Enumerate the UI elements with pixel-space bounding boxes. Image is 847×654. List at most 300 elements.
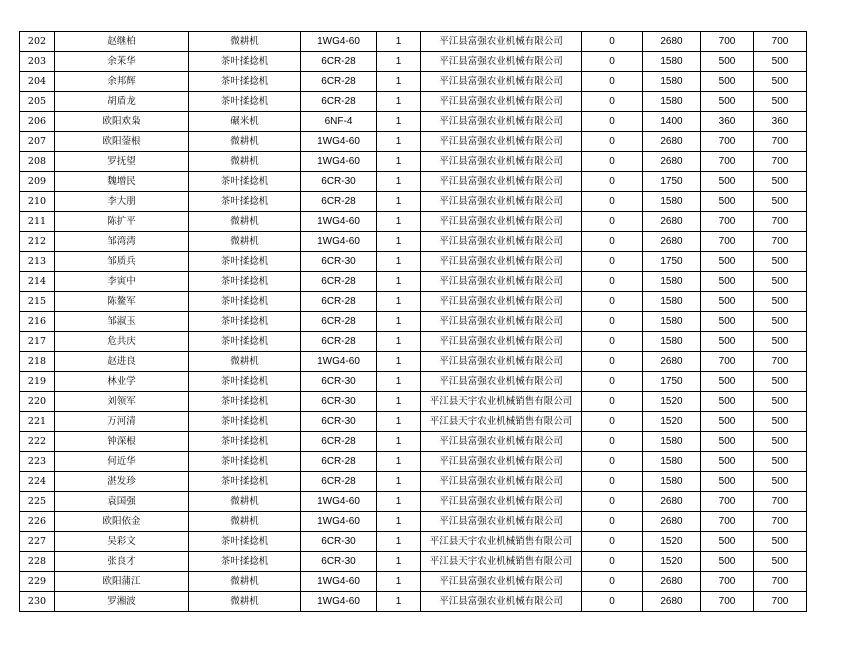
zero-value-cell: 0 — [582, 152, 643, 172]
row-number-cell: 215 — [20, 292, 55, 312]
sale-price-cell: 2680 — [643, 572, 701, 592]
quantity-cell: 1 — [377, 272, 421, 292]
quantity-cell: 1 — [377, 412, 421, 432]
dealer-name-cell: 平江县富强农业机械有限公司 — [421, 152, 582, 172]
subsidy-total-cell: 700 — [754, 592, 807, 612]
machine-model-cell: 6CR-28 — [301, 452, 377, 472]
farmer-name-cell: 吴彩文 — [55, 532, 189, 552]
zero-value-cell: 0 — [582, 492, 643, 512]
table-row — [20, 232, 807, 252]
farmer-name-cell: 李大朋 — [55, 192, 189, 212]
farmer-name-cell: 欧阳蒲江 — [55, 572, 189, 592]
sale-price-cell: 2680 — [643, 32, 701, 52]
row-number-cell: 207 — [20, 132, 55, 152]
dealer-name-cell: 平江县富强农业机械有限公司 — [421, 112, 582, 132]
subsidy-amount-cell: 500 — [701, 272, 754, 292]
quantity-cell: 1 — [377, 212, 421, 232]
subsidy-amount-cell: 500 — [701, 552, 754, 572]
machine-type-cell: 茶叶揉捻机 — [189, 432, 301, 452]
dealer-name-cell: 平江县天宇农业机械销售有限公司 — [421, 392, 582, 412]
table-row — [20, 372, 807, 392]
quantity-cell: 1 — [377, 292, 421, 312]
sale-price-cell: 1520 — [643, 412, 701, 432]
sale-price-cell: 2680 — [643, 232, 701, 252]
dealer-name-cell: 平江县富强农业机械有限公司 — [421, 212, 582, 232]
farmer-name-cell: 万河清 — [55, 412, 189, 432]
dealer-name-cell: 平江县富强农业机械有限公司 — [421, 92, 582, 112]
machine-type-cell: 茶叶揉捻机 — [189, 332, 301, 352]
sale-price-cell: 2680 — [643, 152, 701, 172]
farmer-name-cell: 湛发珍 — [55, 472, 189, 492]
sale-price-cell: 1580 — [643, 272, 701, 292]
dealer-name-cell: 平江县富强农业机械有限公司 — [421, 232, 582, 252]
sale-price-cell: 2680 — [643, 592, 701, 612]
zero-value-cell: 0 — [582, 72, 643, 92]
zero-value-cell: 0 — [582, 512, 643, 532]
subsidy-amount-cell: 500 — [701, 292, 754, 312]
farmer-name-cell: 钟深根 — [55, 432, 189, 452]
zero-value-cell: 0 — [582, 232, 643, 252]
farmer-name-cell: 邹湾湾 — [55, 232, 189, 252]
machine-model-cell: 6CR-30 — [301, 532, 377, 552]
subsidy-amount-cell: 500 — [701, 252, 754, 272]
subsidy-total-cell: 500 — [754, 272, 807, 292]
machine-type-cell: 微耕机 — [189, 132, 301, 152]
row-number-cell: 202 — [20, 32, 55, 52]
machine-type-cell: 茶叶揉捻机 — [189, 552, 301, 572]
farmer-name-cell: 危共庆 — [55, 332, 189, 352]
table-row — [20, 492, 807, 512]
dealer-name-cell: 平江县富强农业机械有限公司 — [421, 72, 582, 92]
dealer-name-cell: 平江县富强农业机械有限公司 — [421, 132, 582, 152]
subsidy-total-cell: 500 — [754, 472, 807, 492]
subsidy-total-cell: 500 — [754, 192, 807, 212]
zero-value-cell: 0 — [582, 92, 643, 112]
row-number-cell: 229 — [20, 572, 55, 592]
zero-value-cell: 0 — [582, 112, 643, 132]
machine-type-cell: 茶叶揉捻机 — [189, 372, 301, 392]
quantity-cell: 1 — [377, 372, 421, 392]
table-row — [20, 532, 807, 552]
machine-model-cell: 6CR-28 — [301, 432, 377, 452]
dealer-name-cell: 平江县富强农业机械有限公司 — [421, 312, 582, 332]
quantity-cell: 1 — [377, 172, 421, 192]
machine-type-cell: 茶叶揉捻机 — [189, 52, 301, 72]
sale-price-cell: 1580 — [643, 92, 701, 112]
zero-value-cell: 0 — [582, 412, 643, 432]
machine-model-cell: 1WG4-60 — [301, 232, 377, 252]
machine-type-cell: 微耕机 — [189, 212, 301, 232]
table-row — [20, 452, 807, 472]
machine-model-cell: 6CR-28 — [301, 312, 377, 332]
quantity-cell: 1 — [377, 572, 421, 592]
subsidy-amount-cell: 500 — [701, 332, 754, 352]
farmer-name-cell: 陈扩平 — [55, 212, 189, 232]
subsidy-total-cell: 500 — [754, 552, 807, 572]
zero-value-cell: 0 — [582, 452, 643, 472]
table-row — [20, 272, 807, 292]
row-number-cell: 224 — [20, 472, 55, 492]
dealer-name-cell: 平江县天宇农业机械销售有限公司 — [421, 412, 582, 432]
subsidy-amount-cell: 500 — [701, 192, 754, 212]
subsidy-total-cell: 360 — [754, 112, 807, 132]
machine-model-cell: 1WG4-60 — [301, 512, 377, 532]
subsidy-total-cell: 700 — [754, 512, 807, 532]
table-row — [20, 72, 807, 92]
row-number-cell: 203 — [20, 52, 55, 72]
zero-value-cell: 0 — [582, 252, 643, 272]
subsidy-amount-cell: 500 — [701, 312, 754, 332]
subsidy-amount-cell: 700 — [701, 492, 754, 512]
farmer-name-cell: 袁国强 — [55, 492, 189, 512]
row-number-cell: 204 — [20, 72, 55, 92]
farmer-name-cell: 赵继柏 — [55, 32, 189, 52]
subsidy-amount-cell: 500 — [701, 432, 754, 452]
subsidy-total-cell: 700 — [754, 572, 807, 592]
dealer-name-cell: 平江县富强农业机械有限公司 — [421, 372, 582, 392]
dealer-name-cell: 平江县富强农业机械有限公司 — [421, 572, 582, 592]
dealer-name-cell: 平江县富强农业机械有限公司 — [421, 32, 582, 52]
table-row — [20, 172, 807, 192]
row-number-cell: 205 — [20, 92, 55, 112]
dealer-name-cell: 平江县富强农业机械有限公司 — [421, 492, 582, 512]
zero-value-cell: 0 — [582, 332, 643, 352]
row-number-cell: 222 — [20, 432, 55, 452]
subsidy-total-cell: 500 — [754, 432, 807, 452]
subsidy-total-cell: 500 — [754, 452, 807, 472]
table-row — [20, 592, 807, 612]
farmer-name-cell: 林业学 — [55, 372, 189, 392]
quantity-cell: 1 — [377, 512, 421, 532]
table-row — [20, 192, 807, 212]
machine-model-cell: 6CR-28 — [301, 292, 377, 312]
sale-price-cell: 1580 — [643, 452, 701, 472]
subsidy-total-cell: 700 — [754, 232, 807, 252]
table-row — [20, 152, 807, 172]
machine-type-cell: 微耕机 — [189, 352, 301, 372]
zero-value-cell: 0 — [582, 392, 643, 412]
machine-model-cell: 6CR-28 — [301, 332, 377, 352]
machine-type-cell: 微耕机 — [189, 232, 301, 252]
subsidy-amount-cell: 500 — [701, 372, 754, 392]
table-row — [20, 312, 807, 332]
zero-value-cell: 0 — [582, 272, 643, 292]
table-row — [20, 112, 807, 132]
machine-model-cell: 1WG4-60 — [301, 492, 377, 512]
machine-model-cell: 1WG4-60 — [301, 152, 377, 172]
machine-type-cell: 茶叶揉捻机 — [189, 472, 301, 492]
sale-price-cell: 1580 — [643, 432, 701, 452]
farmer-name-cell: 罗抚望 — [55, 152, 189, 172]
machine-model-cell: 6CR-30 — [301, 372, 377, 392]
machine-model-cell: 1WG4-60 — [301, 592, 377, 612]
machine-model-cell: 1WG4-60 — [301, 572, 377, 592]
farmer-name-cell: 余茉华 — [55, 52, 189, 72]
subsidy-total-cell: 700 — [754, 352, 807, 372]
machine-model-cell: 1WG4-60 — [301, 32, 377, 52]
subsidy-amount-cell: 500 — [701, 412, 754, 432]
farmer-name-cell: 魏增民 — [55, 172, 189, 192]
dealer-name-cell: 平江县富强农业机械有限公司 — [421, 352, 582, 372]
row-number-cell: 227 — [20, 532, 55, 552]
table-row — [20, 252, 807, 272]
dealer-name-cell: 平江县天宇农业机械销售有限公司 — [421, 552, 582, 572]
zero-value-cell: 0 — [582, 552, 643, 572]
row-number-cell: 216 — [20, 312, 55, 332]
subsidy-amount-cell: 500 — [701, 392, 754, 412]
sale-price-cell: 2680 — [643, 352, 701, 372]
subsidy-table — [19, 31, 807, 612]
sale-price-cell: 1580 — [643, 192, 701, 212]
subsidy-amount-cell: 700 — [701, 132, 754, 152]
quantity-cell: 1 — [377, 532, 421, 552]
subsidy-amount-cell: 500 — [701, 52, 754, 72]
subsidy-amount-cell: 500 — [701, 452, 754, 472]
farmer-name-cell: 张良才 — [55, 552, 189, 572]
table-row — [20, 52, 807, 72]
quantity-cell: 1 — [377, 32, 421, 52]
sale-price-cell: 1580 — [643, 472, 701, 492]
quantity-cell: 1 — [377, 552, 421, 572]
quantity-cell: 1 — [377, 312, 421, 332]
table-row — [20, 472, 807, 492]
quantity-cell: 1 — [377, 92, 421, 112]
machine-model-cell: 6CR-30 — [301, 172, 377, 192]
sale-price-cell: 1750 — [643, 372, 701, 392]
quantity-cell: 1 — [377, 332, 421, 352]
table-row — [20, 572, 807, 592]
zero-value-cell: 0 — [582, 352, 643, 372]
farmer-name-cell: 刘领军 — [55, 392, 189, 412]
farmer-name-cell: 罗湘波 — [55, 592, 189, 612]
table-row — [20, 352, 807, 372]
quantity-cell: 1 — [377, 472, 421, 492]
sale-price-cell: 2680 — [643, 512, 701, 532]
sale-price-cell: 1520 — [643, 532, 701, 552]
subsidy-total-cell: 500 — [754, 292, 807, 312]
machine-model-cell: 1WG4-60 — [301, 352, 377, 372]
row-number-cell: 230 — [20, 592, 55, 612]
quantity-cell: 1 — [377, 52, 421, 72]
machine-type-cell: 微耕机 — [189, 152, 301, 172]
sale-price-cell: 1580 — [643, 332, 701, 352]
subsidy-total-cell: 700 — [754, 152, 807, 172]
zero-value-cell: 0 — [582, 132, 643, 152]
dealer-name-cell: 平江县富强农业机械有限公司 — [421, 452, 582, 472]
sale-price-cell: 2680 — [643, 212, 701, 232]
zero-value-cell: 0 — [582, 312, 643, 332]
farmer-name-cell: 欧阳欢枭 — [55, 112, 189, 132]
subsidy-total-cell: 500 — [754, 172, 807, 192]
table-row — [20, 432, 807, 452]
machine-model-cell: 6CR-28 — [301, 92, 377, 112]
machine-type-cell: 茶叶揉捻机 — [189, 72, 301, 92]
quantity-cell: 1 — [377, 152, 421, 172]
machine-model-cell: 6CR-30 — [301, 252, 377, 272]
subsidy-amount-cell: 700 — [701, 592, 754, 612]
zero-value-cell: 0 — [582, 532, 643, 552]
machine-type-cell: 茶叶揉捻机 — [189, 172, 301, 192]
table-row — [20, 412, 807, 432]
sale-price-cell: 1580 — [643, 72, 701, 92]
row-number-cell: 218 — [20, 352, 55, 372]
subsidy-amount-cell: 700 — [701, 512, 754, 532]
table-row — [20, 552, 807, 572]
row-number-cell: 228 — [20, 552, 55, 572]
machine-type-cell: 茶叶揉捻机 — [189, 292, 301, 312]
machine-type-cell: 茶叶揉捻机 — [189, 272, 301, 292]
row-number-cell: 219 — [20, 372, 55, 392]
subsidy-amount-cell: 700 — [701, 572, 754, 592]
subsidy-total-cell: 500 — [754, 372, 807, 392]
subsidy-total-cell: 500 — [754, 92, 807, 112]
machine-model-cell: 6CR-30 — [301, 552, 377, 572]
zero-value-cell: 0 — [582, 432, 643, 452]
quantity-cell: 1 — [377, 192, 421, 212]
farmer-name-cell: 邹淑玉 — [55, 312, 189, 332]
machine-type-cell: 微耕机 — [189, 592, 301, 612]
farmer-name-cell: 李寅中 — [55, 272, 189, 292]
machine-type-cell: 微耕机 — [189, 572, 301, 592]
row-number-cell: 211 — [20, 212, 55, 232]
sale-price-cell: 1520 — [643, 552, 701, 572]
dealer-name-cell: 平江县富强农业机械有限公司 — [421, 592, 582, 612]
subsidy-total-cell: 500 — [754, 252, 807, 272]
machine-type-cell: 茶叶揉捻机 — [189, 532, 301, 552]
sale-price-cell: 1580 — [643, 52, 701, 72]
dealer-name-cell: 平江县富强农业机械有限公司 — [421, 272, 582, 292]
dealer-name-cell: 平江县富强农业机械有限公司 — [421, 472, 582, 492]
zero-value-cell: 0 — [582, 52, 643, 72]
row-number-cell: 214 — [20, 272, 55, 292]
subsidy-amount-cell: 700 — [701, 352, 754, 372]
row-number-cell: 225 — [20, 492, 55, 512]
zero-value-cell: 0 — [582, 372, 643, 392]
machine-type-cell: 微耕机 — [189, 512, 301, 532]
machine-model-cell: 6CR-28 — [301, 272, 377, 292]
zero-value-cell: 0 — [582, 292, 643, 312]
table-row — [20, 392, 807, 412]
table-row — [20, 332, 807, 352]
farmer-name-cell: 欧阳依金 — [55, 512, 189, 532]
subsidy-total-cell: 700 — [754, 132, 807, 152]
subsidy-total-cell: 500 — [754, 392, 807, 412]
subsidy-total-cell: 500 — [754, 412, 807, 432]
farmer-name-cell: 胡盾龙 — [55, 92, 189, 112]
sale-price-cell: 1520 — [643, 392, 701, 412]
machine-model-cell: 6CR-28 — [301, 192, 377, 212]
row-number-cell: 209 — [20, 172, 55, 192]
machine-model-cell: 6CR-28 — [301, 472, 377, 492]
quantity-cell: 1 — [377, 492, 421, 512]
row-number-cell: 223 — [20, 452, 55, 472]
zero-value-cell: 0 — [582, 212, 643, 232]
subsidy-amount-cell: 500 — [701, 472, 754, 492]
subsidy-total-cell: 500 — [754, 72, 807, 92]
dealer-name-cell: 平江县富强农业机械有限公司 — [421, 292, 582, 312]
table-row — [20, 512, 807, 532]
farmer-name-cell: 邹质兵 — [55, 252, 189, 272]
subsidy-total-cell: 500 — [754, 312, 807, 332]
farmer-name-cell: 欧阳蓥根 — [55, 132, 189, 152]
row-number-cell: 213 — [20, 252, 55, 272]
row-number-cell: 208 — [20, 152, 55, 172]
subsidy-amount-cell: 700 — [701, 232, 754, 252]
dealer-name-cell: 平江县富强农业机械有限公司 — [421, 512, 582, 532]
row-number-cell: 206 — [20, 112, 55, 132]
table-body — [20, 32, 807, 612]
machine-type-cell: 茶叶揉捻机 — [189, 312, 301, 332]
row-number-cell: 220 — [20, 392, 55, 412]
machine-type-cell: 微耕机 — [189, 492, 301, 512]
machine-type-cell: 茶叶揉捻机 — [189, 452, 301, 472]
row-number-cell: 226 — [20, 512, 55, 532]
table-row — [20, 92, 807, 112]
dealer-name-cell: 平江县富强农业机械有限公司 — [421, 192, 582, 212]
machine-model-cell: 6CR-28 — [301, 72, 377, 92]
subsidy-amount-cell: 700 — [701, 32, 754, 52]
sale-price-cell: 2680 — [643, 492, 701, 512]
zero-value-cell: 0 — [582, 592, 643, 612]
subsidy-total-cell: 500 — [754, 332, 807, 352]
machine-model-cell: 6CR-30 — [301, 392, 377, 412]
dealer-name-cell: 平江县富强农业机械有限公司 — [421, 332, 582, 352]
machine-type-cell: 茶叶揉捻机 — [189, 252, 301, 272]
subsidy-amount-cell: 700 — [701, 152, 754, 172]
machine-type-cell: 茶叶揉捻机 — [189, 412, 301, 432]
farmer-name-cell: 何近华 — [55, 452, 189, 472]
subsidy-total-cell: 500 — [754, 52, 807, 72]
zero-value-cell: 0 — [582, 572, 643, 592]
row-number-cell: 221 — [20, 412, 55, 432]
row-number-cell: 210 — [20, 192, 55, 212]
sale-price-cell: 1750 — [643, 252, 701, 272]
machine-model-cell: 1WG4-60 — [301, 212, 377, 232]
dealer-name-cell: 平江县天宇农业机械销售有限公司 — [421, 532, 582, 552]
quantity-cell: 1 — [377, 252, 421, 272]
subsidy-amount-cell: 500 — [701, 72, 754, 92]
subsidy-amount-cell: 500 — [701, 92, 754, 112]
subsidy-total-cell: 700 — [754, 212, 807, 232]
table-row — [20, 292, 807, 312]
machine-model-cell: 6CR-30 — [301, 412, 377, 432]
subsidy-total-cell: 500 — [754, 532, 807, 552]
machine-type-cell: 茶叶揉捻机 — [189, 392, 301, 412]
machine-type-cell: 茶叶揉捻机 — [189, 92, 301, 112]
dealer-name-cell: 平江县富强农业机械有限公司 — [421, 172, 582, 192]
sale-price-cell: 1580 — [643, 292, 701, 312]
quantity-cell: 1 — [377, 132, 421, 152]
farmer-name-cell: 余邦辉 — [55, 72, 189, 92]
table-row — [20, 212, 807, 232]
zero-value-cell: 0 — [582, 472, 643, 492]
subsidy-total-cell: 700 — [754, 32, 807, 52]
zero-value-cell: 0 — [582, 192, 643, 212]
zero-value-cell: 0 — [582, 32, 643, 52]
farmer-name-cell: 赵进良 — [55, 352, 189, 372]
quantity-cell: 1 — [377, 592, 421, 612]
table-row — [20, 32, 807, 52]
quantity-cell: 1 — [377, 432, 421, 452]
quantity-cell: 1 — [377, 232, 421, 252]
dealer-name-cell: 平江县富强农业机械有限公司 — [421, 52, 582, 72]
row-number-cell: 212 — [20, 232, 55, 252]
machine-type-cell: 碾米机 — [189, 112, 301, 132]
quantity-cell: 1 — [377, 352, 421, 372]
machine-model-cell: 1WG4-60 — [301, 132, 377, 152]
subsidy-amount-cell: 500 — [701, 172, 754, 192]
zero-value-cell: 0 — [582, 172, 643, 192]
